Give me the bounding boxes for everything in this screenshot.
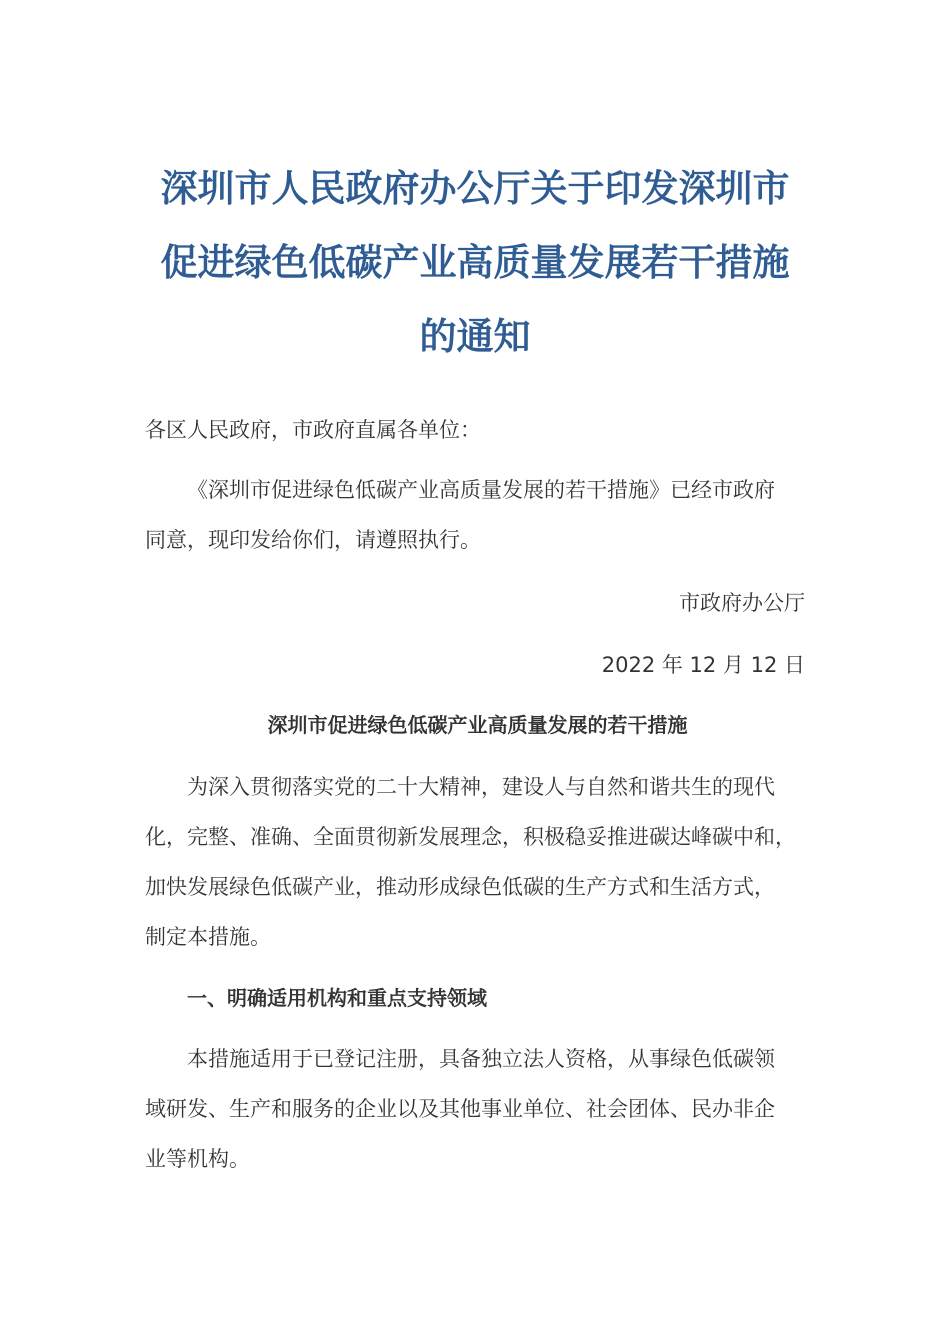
section1-paragraph	[145, 1034, 810, 1184]
title-line: 的通知	[419, 315, 531, 358]
title-line: 促进绿色低碳产业高质量发展若干措施	[160, 241, 790, 284]
measures-subtitle: 深圳市促进绿色低碳产业高质量发展的若干措施	[267, 713, 688, 737]
paragraph-line: 为深入贯彻落实党的二十大精神，建设人与自然和谐共生的现代	[187, 775, 775, 799]
paragraph-line: 本措施适用于已登记注册，具备独立法人资格，从事绿色低碳领	[187, 1047, 775, 1071]
paragraph-line: 域研发、生产和服务的企业以及其他事业单位、社会团体、民办非企	[145, 1097, 775, 1121]
salutation: 各区人民政府，市政府直属各单位：	[145, 418, 481, 442]
paragraph-line: 《深圳市促进绿色低碳产业高质量发展的若干措施》已经市政府	[187, 478, 775, 502]
paragraph-line: 同意，现印发给你们，请遵照执行。	[145, 528, 481, 552]
title-line: 深圳市人民政府办公厅关于印发深圳市	[160, 167, 790, 210]
issue-date: 2022 年 12 月 12 日	[601, 653, 805, 677]
paragraph-line: 加快发展绿色低碳产业，推动形成绿色低碳的生产方式和生活方式，	[145, 875, 775, 899]
paragraph-line: 制定本措施。	[145, 925, 271, 949]
intro-paragraph	[145, 465, 810, 565]
document-title	[140, 152, 810, 374]
paragraph-line: 业等机构。	[145, 1147, 250, 1171]
paragraph-line: 化，完整、准确、全面贯彻新发展理念，积极稳妥推进碳达峰碳中和，	[145, 825, 796, 849]
section-heading: 一、明确适用机构和重点支持领域	[187, 986, 487, 1010]
issuer: 市政府办公厅	[679, 591, 805, 615]
preamble-paragraph	[145, 762, 810, 962]
